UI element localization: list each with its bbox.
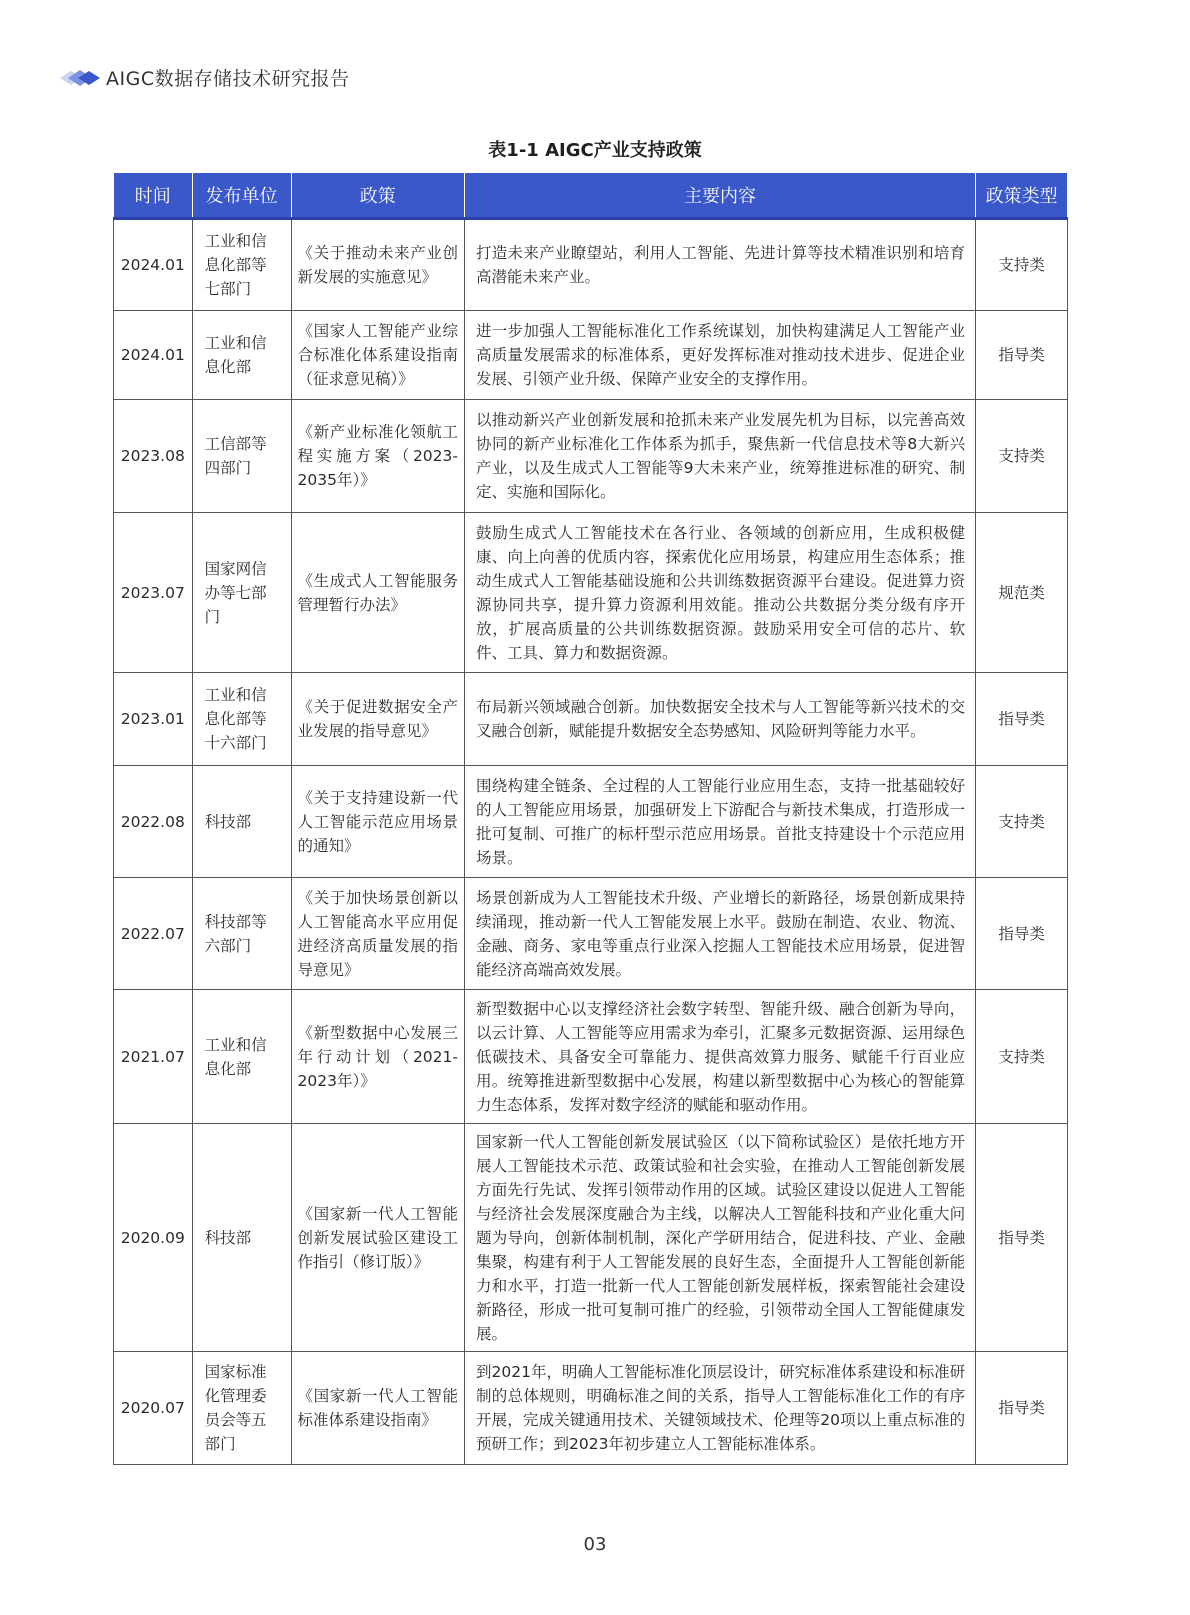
cell-policy: 《国家新一代人工智能创新发展试验区建设工作指引（修订版）》 [291,1124,464,1352]
cell-unit: 工信部等四部门 [192,400,291,513]
table-row [114,673,1068,766]
cell-time: 2022.08 [114,766,193,878]
table-row [114,219,1068,311]
cell-policy: 《关于促进数据安全产业发展的指导意见》 [291,673,464,766]
report-title: AIGC数据存储技术研究报告 [106,68,350,90]
cell-policy: 《关于支持建设新一代人工智能示范应用场景的通知》 [291,766,464,878]
cell-policy: 《国家新一代人工智能标准体系建设指南》 [291,1352,464,1465]
cell-content: 以推动新兴产业创新发展和抢抓未来产业发展先机为目标，以完善高效协同的新产业标准化工作体系为抓手，聚焦新一代信息技术等8大新兴产业，以及生成式人工智能等9大未来产业，统筹推进标准的研究、制定、实施和国际化。 [464,400,975,513]
cell-unit: 国家标准化管理委员会等五部门 [192,1352,291,1465]
cell-unit: 科技部等六部门 [192,878,291,990]
cell-unit: 国家网信办等七部门 [192,513,291,673]
cell-type: 指导类 [976,1124,1068,1352]
cell-time: 2024.01 [114,219,193,311]
cell-time: 2022.07 [114,878,193,990]
cell-content: 新型数据中心以支撑经济社会数字转型、智能升级、融合创新为导向，以云计算、人工智能等应用需求为牵引，汇聚多元数据资源、运用绿色低碳技术、具备安全可靠能力、提供高效算力服务、赋能千行百业应用。统筹推进新型数据中心发展，构建以新型数据中心为核心的智能算力生态体系，发挥对数字经济的赋能和驱动作用。 [464,990,975,1124]
cell-type: 支持类 [976,990,1068,1124]
table-caption: 表1-1 AIGC产业支持政策 [488,140,702,161]
page-number: 03 [583,1534,607,1555]
cell-content: 到2021年，明确人工智能标准化顶层设计，研究标准体系建设和标准研制的总体规则，明确标准之间的关系，指导人工智能标准化工作的有序开展，完成关键通用技术、关键领域技术、伦理等20项以上重点标准的预研工作；到2023年初步建立人工智能标准体系。 [464,1352,975,1465]
column-header-policy: 政策 [291,173,464,219]
table-row [114,990,1068,1124]
cell-policy: 《新产业标准化领航工程实施方案（2023-2035年）》 [291,400,464,513]
column-header-content: 主要内容 [464,173,975,219]
cell-policy: 《关于推动未来产业创新发展的实施意见》 [291,219,464,311]
cell-content: 鼓励生成式人工智能技术在各行业、各领域的创新应用，生成积极健康、向上向善的优质内容，探索优化应用场景，构建应用生态体系；推动生成式人工智能基础设施和公共训练数据资源平台建设。促进算力资源协同共享，提升算力资源利用效能。推动公共数据分类分级有序开放，扩展高质量的公共训练数据资源。鼓励采用安全可信的芯片、软件、工具、算力和数据资源。 [464,513,975,673]
cell-time: 2024.01 [114,311,193,400]
policy-table [113,172,1068,1465]
cell-type: 支持类 [976,219,1068,311]
diamond-logo-icon [58,67,102,89]
cell-time: 2020.07 [114,1352,193,1465]
table-row [114,878,1068,990]
table-row [114,513,1068,673]
cell-unit: 工业和信息化部等七部门 [192,219,291,311]
table-row [114,400,1068,513]
cell-type: 指导类 [976,1352,1068,1465]
cell-type: 规范类 [976,513,1068,673]
table-row [114,311,1068,400]
cell-time: 2020.09 [114,1124,193,1352]
cell-time: 2021.07 [114,990,193,1124]
cell-content: 围绕构建全链条、全过程的人工智能行业应用生态，支持一批基础较好的人工智能应用场景，加强研发上下游配合与新技术集成，打造形成一批可复制、可推广的标杆型示范应用场景。首批支持建设十个示范应用场景。 [464,766,975,878]
cell-time: 2023.07 [114,513,193,673]
table-row [114,1352,1068,1465]
cell-time: 2023.08 [114,400,193,513]
column-header-time: 时间 [114,173,193,219]
table-row [114,1124,1068,1352]
cell-content: 国家新一代人工智能创新发展试验区（以下简称试验区）是依托地方开展人工智能技术示范、政策试验和社会实验，在推动人工智能创新发展方面先行先试、发挥引领带动作用的区域。试验区建设以促进人工智能与经济社会发展深度融合为主线，以解决人工智能科技和产业化重大问题为导向，创新体制机制，深化产学研用结合，促进科技、产业、金融集聚，构建有利于人工智能发展的良好生态，全面提升人工智能创新能力和水平，打造一批新一代人工智能创新发展样板，探索智能社会建设新路径，形成一批可复制可推广的经验，引领带动全国人工智能健康发展。 [464,1124,975,1352]
cell-type: 支持类 [976,400,1068,513]
column-header-type: 政策类型 [976,173,1068,219]
cell-content: 场景创新成为人工智能技术升级、产业增长的新路径，场景创新成果持续涌现，推动新一代人工智能发展上水平。鼓励在制造、农业、物流、金融、商务、家电等重点行业深入挖掘人工智能技术应用场景，促进智能经济高端高效发展。 [464,878,975,990]
cell-content: 布局新兴领域融合创新。加快数据安全技术与人工智能等新兴技术的交叉融合创新，赋能提升数据安全态势感知、风险研判等能力水平。 [464,673,975,766]
cell-unit: 工业和信息化部等十六部门 [192,673,291,766]
cell-policy: 《国家人工智能产业综合标准化体系建设指南（征求意见稿）》 [291,311,464,400]
cell-type: 指导类 [976,878,1068,990]
cell-policy: 《关于加快场景创新以人工智能高水平应用促进经济高质量发展的指导意见》 [291,878,464,990]
cell-type: 指导类 [976,673,1068,766]
report-header [58,64,350,91]
cell-unit: 工业和信息化部 [192,990,291,1124]
cell-type: 支持类 [976,766,1068,878]
cell-content: 打造未来产业瞭望站，利用人工智能、先进计算等技术精准识别和培育高潜能未来产业。 [464,219,975,311]
table-header-row [114,173,1068,219]
cell-policy: 《生成式人工智能服务管理暂行办法》 [291,513,464,673]
column-header-unit: 发布单位 [192,173,291,219]
cell-content: 进一步加强人工智能标准化工作系统谋划，加快构建满足人工智能产业高质量发展需求的标准体系，更好发挥标准对推动技术进步、促进企业发展、引领产业升级、保障产业安全的支撑作用。 [464,311,975,400]
cell-type: 指导类 [976,311,1068,400]
table-row [114,766,1068,878]
cell-time: 2023.01 [114,673,193,766]
cell-unit: 工业和信息化部 [192,311,291,400]
cell-policy: 《新型数据中心发展三年行动计划（2021-2023年）》 [291,990,464,1124]
cell-unit: 科技部 [192,1124,291,1352]
cell-unit: 科技部 [192,766,291,878]
